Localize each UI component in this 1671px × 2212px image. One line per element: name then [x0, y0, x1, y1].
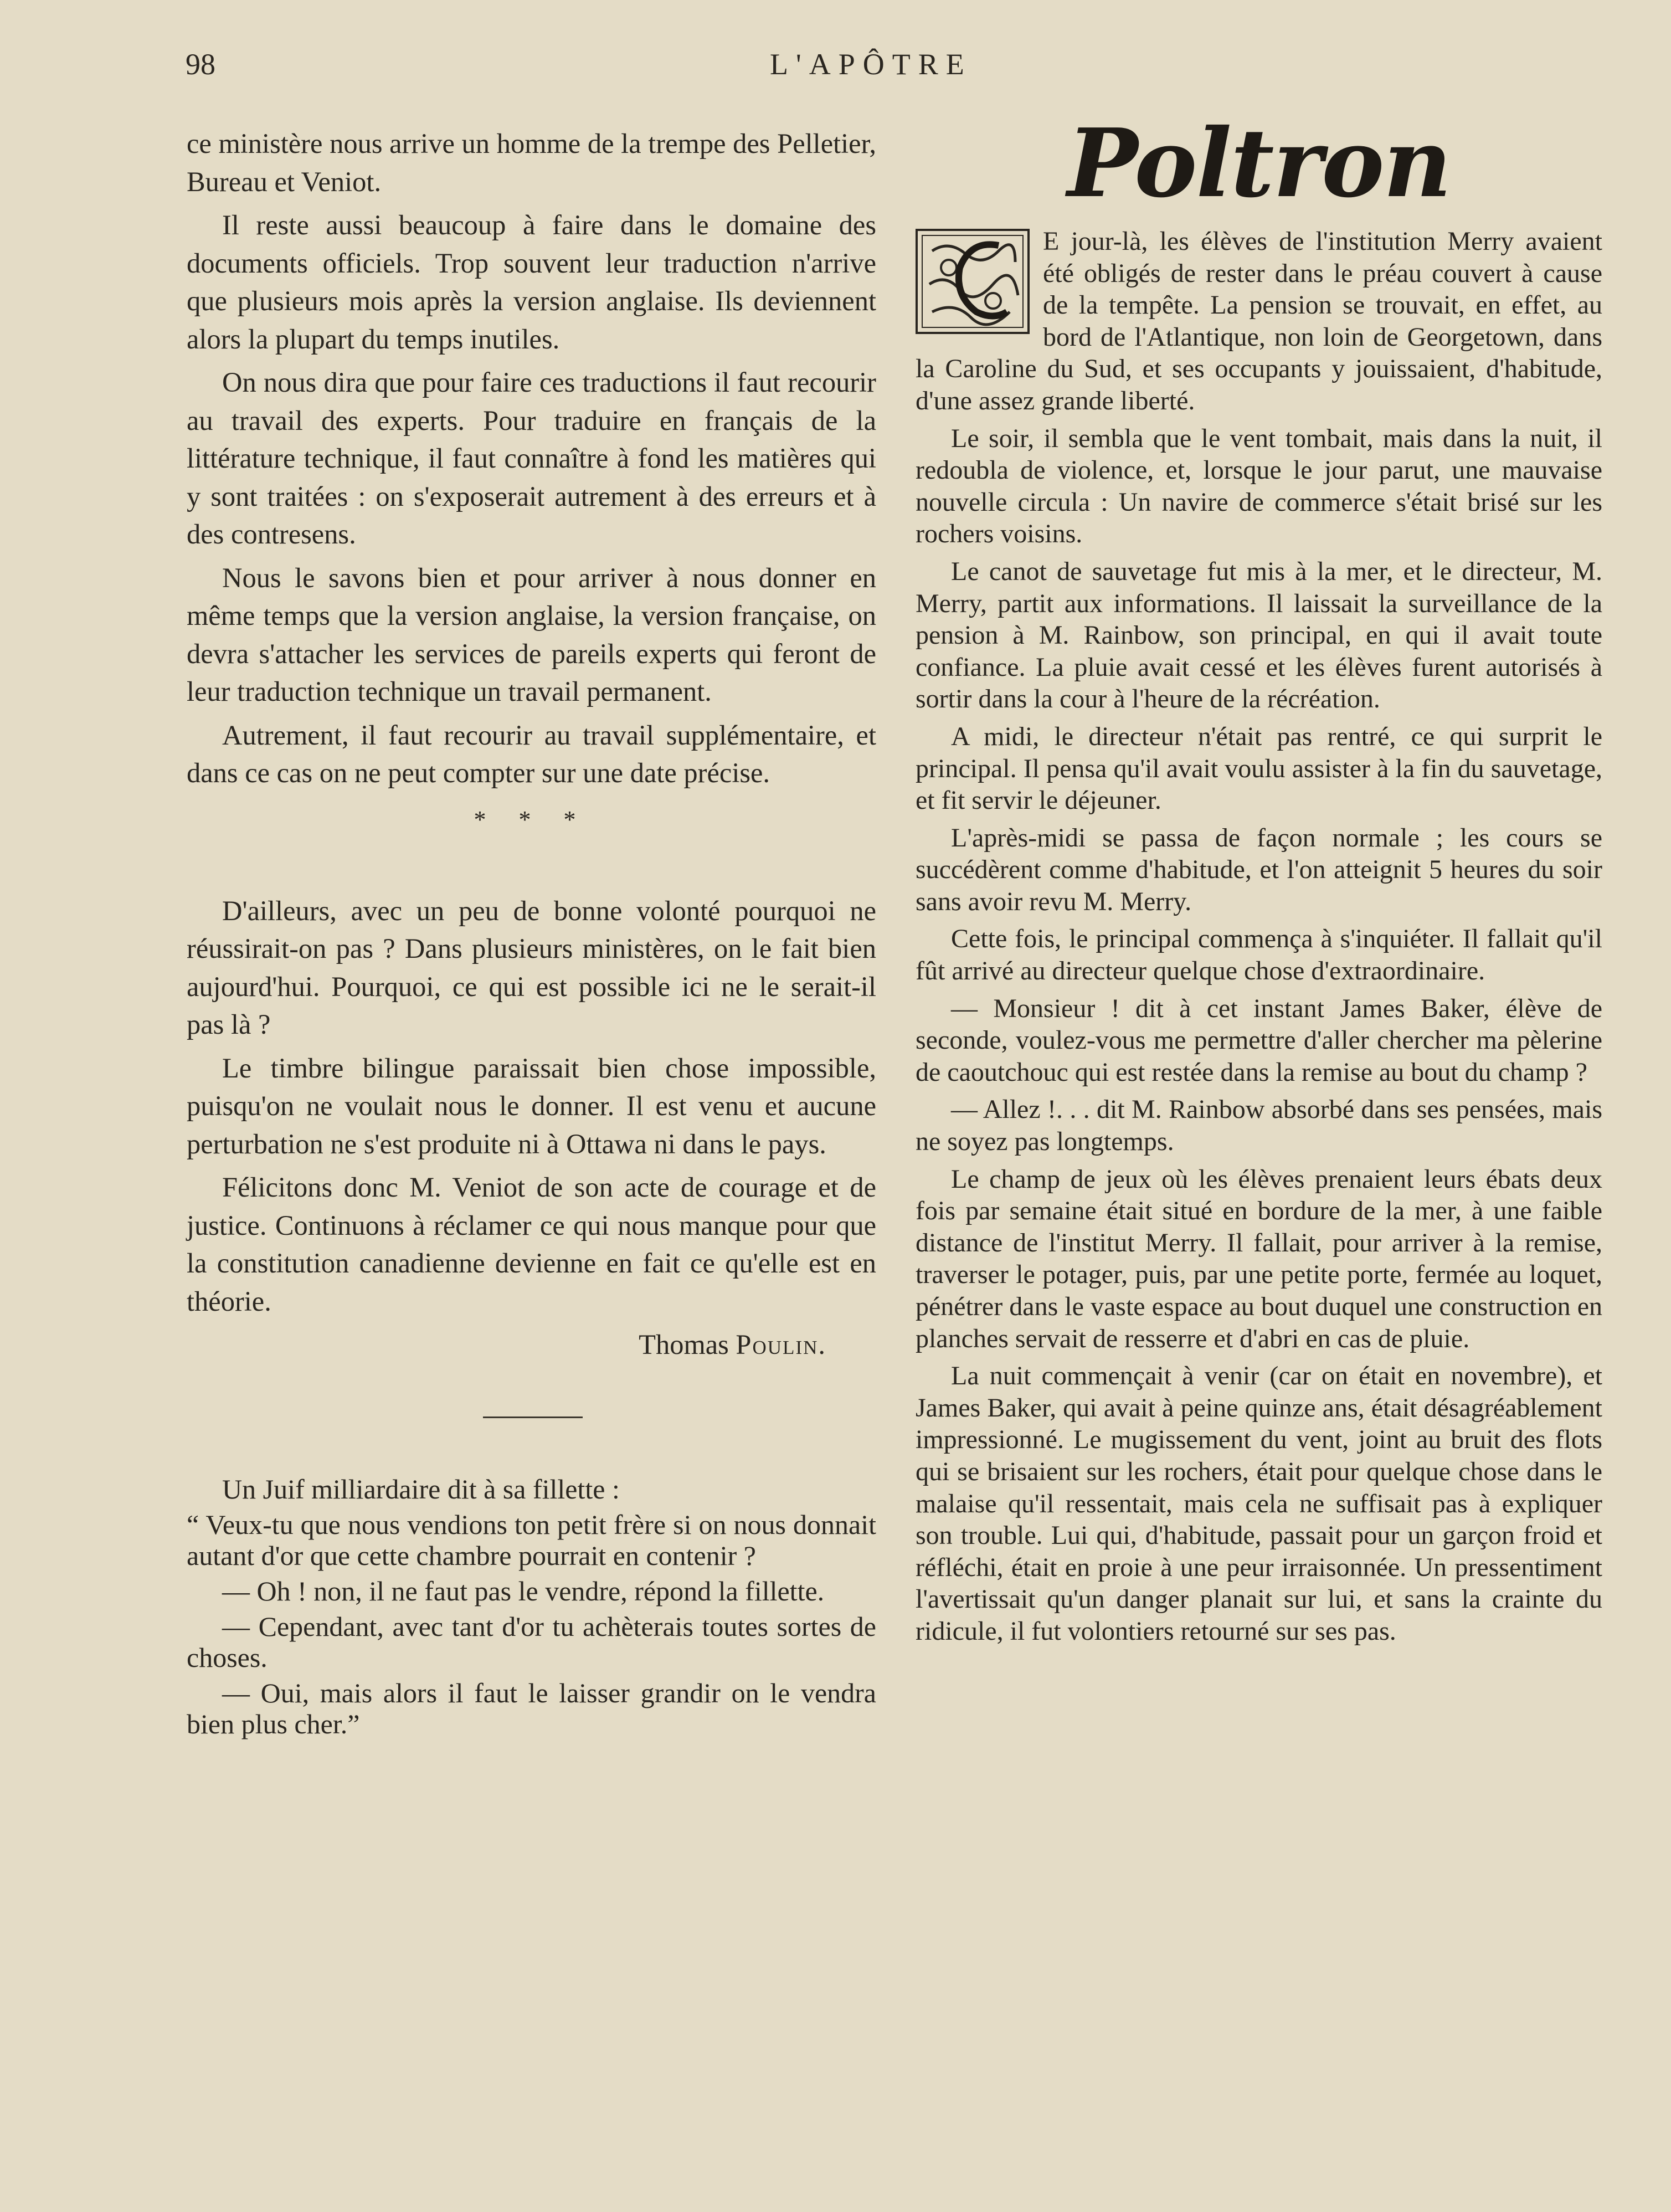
paragraph: — Monsieur ! dit à cet instant James Baker, élève de seconde, voulez-vous me permettre d'aller chercher ma pèlerine de caoutchouc qui est restée dans la remise au bout du champ ?	[916, 993, 1602, 1087]
anecdote	[187, 1474, 876, 1739]
paragraph: D'ailleurs, avec un peu de bonne volonté pourquoi ne réussirait-on pas ? Dans plusieurs ministères, on le fait bien aujourd'hui. Pourquoi, ce qui est possible ici ne le serait-il pas là ?	[187, 895, 876, 1040]
left-column	[187, 125, 876, 1744]
ornament-icon	[916, 229, 1030, 334]
paragraph: Le champ de jeux où les élèves prenaient leurs ébats deux fois par semaine était situé en bordure de la mer, à une faible distance de l'institut Merry. Il fallait, pour arriver à la remise, traverser le potager, puis, par une petite porte, fermée au loquet, pénétrer dans le vaste espace au bout duquel une construction en planches servait de resserre et d'abri en cas de pluie.	[916, 1164, 1602, 1353]
divider-rule	[483, 1416, 583, 1418]
paragraph: On nous dira que pour faire ces traductions il faut recourir au travail des experts. Pour traduire en français de la littérature technique, il faut connaître à fond les matières qui y sont traitées : on s'exposerait autrement à des erreurs et à des contresens.	[187, 367, 876, 550]
section-separator-stars: * * *	[474, 805, 589, 833]
paragraph: — Oh ! non, il ne faut pas le vendre, répond la fillette.	[222, 1575, 825, 1607]
paragraph: Le timbre bilingue paraissait bien chose impossible, puisqu'on ne voulait nous le donner. Il est venu et aucune perturbation ne s'est produite ni à Ottawa ni dans le pays.	[187, 1052, 876, 1159]
author-last-name: Poulin.	[736, 1329, 826, 1360]
paragraph: La nuit commençait à venir (car on était en novembre), et James Baker, qui avait à peine quinze ans, était désagréablement impressionné. Le mugissement du vent, joint au bruit des flots qui se brisaient sur les rochers, était pour quelque chose dans le malaise qu'il ressentait, mais cela ne suffisait pas à expliquer son trouble. Lui qui, d'habitude, passait pour un garçon froid et réfléchi, était en proie à une peur irraisonnée. Un pressentiment l'avertissait qu'un danger planait sur lui, et sans la crainte du ridicule, il fut volontiers retourné sur ses pas.	[916, 1361, 1602, 1646]
running-title: L'APÔTRE	[770, 48, 972, 81]
author-first-name: Thomas	[639, 1329, 729, 1360]
paragraph: Il reste aussi beaucoup à faire dans le domaine des documents officiels. Trop souvent leur traduction n'arrive que plusieurs mois après la version anglaise. Ils deviennent alors la plupart du temps inutiles.	[187, 209, 876, 355]
paragraph: A midi, le directeur n'était pas rentré, ce qui surprit le principal. Il pensa qu'il avait voulu assister à la fin du sauvetage, et fit servir le déjeuner.	[916, 721, 1602, 815]
paragraph: Le canot de sauvetage fut mis à la mer, et le directeur, M. Merry, partit aux informations. Il laissait la surveillance de la pension à M. Rainbow, son principal, en qui il avait toute confiance. La pluie avait cessé et les élèves furent autorisés à sortir dans la cour à l'heure de la récréation.	[916, 556, 1602, 714]
author-signature	[187, 1326, 826, 1364]
paragraph: Félicitons donc M. Veniot de son acte de courage et de justice. Continuons à réclamer ce qui nous manque pour que la constitution canadienne devienne en fait ce qu'elle est en théorie.	[187, 1172, 876, 1317]
paragraph: Le soir, il sembla que le vent tombait, mais dans la nuit, il redoubla de violence, et, lorsque le jour parut, une mauvaise nouvelle circula : Un navire de commerce s'était brisé sur les rochers voisins.	[916, 423, 1602, 549]
story-title: Poltron	[1067, 108, 1451, 219]
paragraph: Cette fois, le principal commença à s'inquiéter. Il fallait qu'il fût arrivé au directeur quelque chose d'extraordinaire.	[916, 924, 1602, 986]
paragraph: ce ministère nous arrive un homme de la trempe des Pelletier, Bureau et Veniot.	[187, 128, 876, 197]
story-opening-paragraph	[916, 225, 1602, 417]
paragraph: Autrement, il faut recourir au travail supplémentaire, et dans ce cas on ne peut compter sur une date précise.	[187, 719, 876, 788]
page-header	[0, 47, 1671, 97]
page-number: 98	[186, 48, 215, 81]
paragraph: L'après-midi se passa de façon normale ; les cours se succédèrent comme d'habitude, et l'on atteignit 5 heures du soir sans avoir revu M. Merry.	[916, 823, 1602, 916]
paragraph: — Oui, mais alors il faut le laisser grandir on le vendra bien plus cher.”	[187, 1677, 876, 1739]
story-paragraph-text: E jour-là, les élèves de l'institution Merry avaient été obligés de rester dans le préau couvert à cause de la tempête. La pension se trouvait, en effet, au bord de l'Atlantique, non loin de Georgetown, dans la Caroline du Sud, et ses occupants y jouissaient, d'habitude, d'une assez grande liberté.	[916, 227, 1602, 415]
paragraph: Nous le savons bien et pour arriver à nous donner en même temps que la version anglaise, la version française, on devra s'attacher les services de pareils experts qui feront de leur traduction technique un travail permanent.	[187, 562, 876, 707]
paragraph: — Cependant, avec tant d'or tu achèterais toutes sortes de choses.	[187, 1610, 876, 1673]
paragraph: — Allez !. . . dit M. Rainbow absorbé dans ses pensées, mais ne soyez pas longtemps.	[916, 1095, 1602, 1157]
ornamental-dropcap	[916, 229, 1030, 334]
paragraph: “ Veux-tu que nous vendions ton petit frère si on nous donnait autant d'or que cette chambre pourrait en contenir ?	[187, 1508, 876, 1571]
right-column	[916, 108, 1602, 1653]
paragraph: Un Juif milliardaire dit à sa fillette :	[222, 1473, 620, 1505]
